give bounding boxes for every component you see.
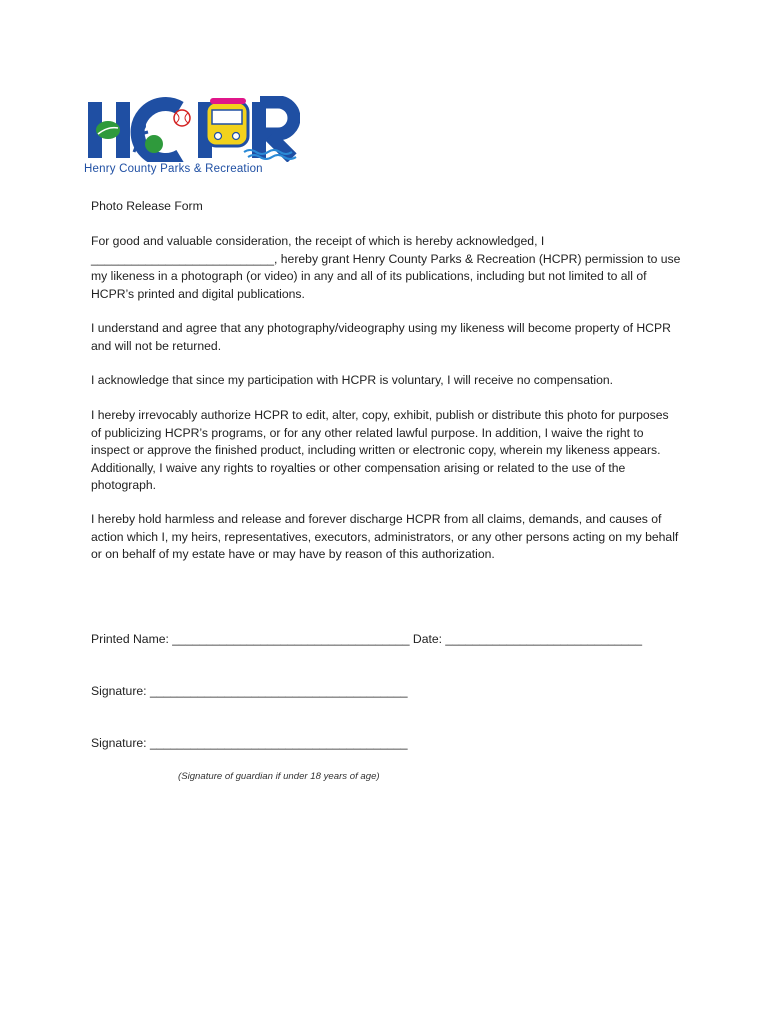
guardian-signature-field[interactable]: Signature: ______________________________________: [91, 736, 408, 750]
hcpr-logo-graphic: [84, 96, 300, 162]
paragraph-release: I hereby hold harmless and release and forever discharge HCPR from all claims, demands, and causes of action which I, my heirs, representatives, executors, administrators, or any other persons acting on my behalf or on behalf of my estate have or may have by reason of this authorization.: [91, 512, 679, 562]
paragraph-property: I understand and agree that any photography/videography using my likeness will become property of HCPR and will not be returned.: [91, 321, 671, 353]
form-title: Photo Release Form: [91, 199, 203, 213]
printed-name-date-field[interactable]: Printed Name: ___________________________________ Date: _____________________________: [91, 632, 642, 646]
signature-field[interactable]: Signature: ______________________________________: [91, 684, 408, 698]
paragraph-authorization: I hereby irrevocably authorize HCPR to edit, alter, copy, exhibit, publish or distribute this photo for purposes of publicizing HCPR’s programs, or for any other related lawful purpose. In addition, I waive the right to inspect or approve the finished product, including written or electronic copy, wherein my likeness appears. Additionally, I waive any rights to royalties or other compensation arising or related to the use of the photograph.: [91, 408, 669, 493]
guardian-note: (Signature of guardian if under 18 years of age): [178, 771, 380, 782]
logo-caption: Henry County Parks & Recreation: [84, 163, 263, 175]
paragraph-consideration: For good and valuable consideration, the receipt of which is hereby acknowledged, I ___________________________, hereby grant Henry County Parks & Recreation (HCPR) permission to use my likeness in a photograph (or video) in any and all of its publications, including but not limited to all of HCPR’s printed and digital publications.: [91, 234, 681, 301]
paragraph-compensation: I acknowledge that since my participation with HCPR is voluntary, I will receive no compensation.: [91, 373, 614, 387]
